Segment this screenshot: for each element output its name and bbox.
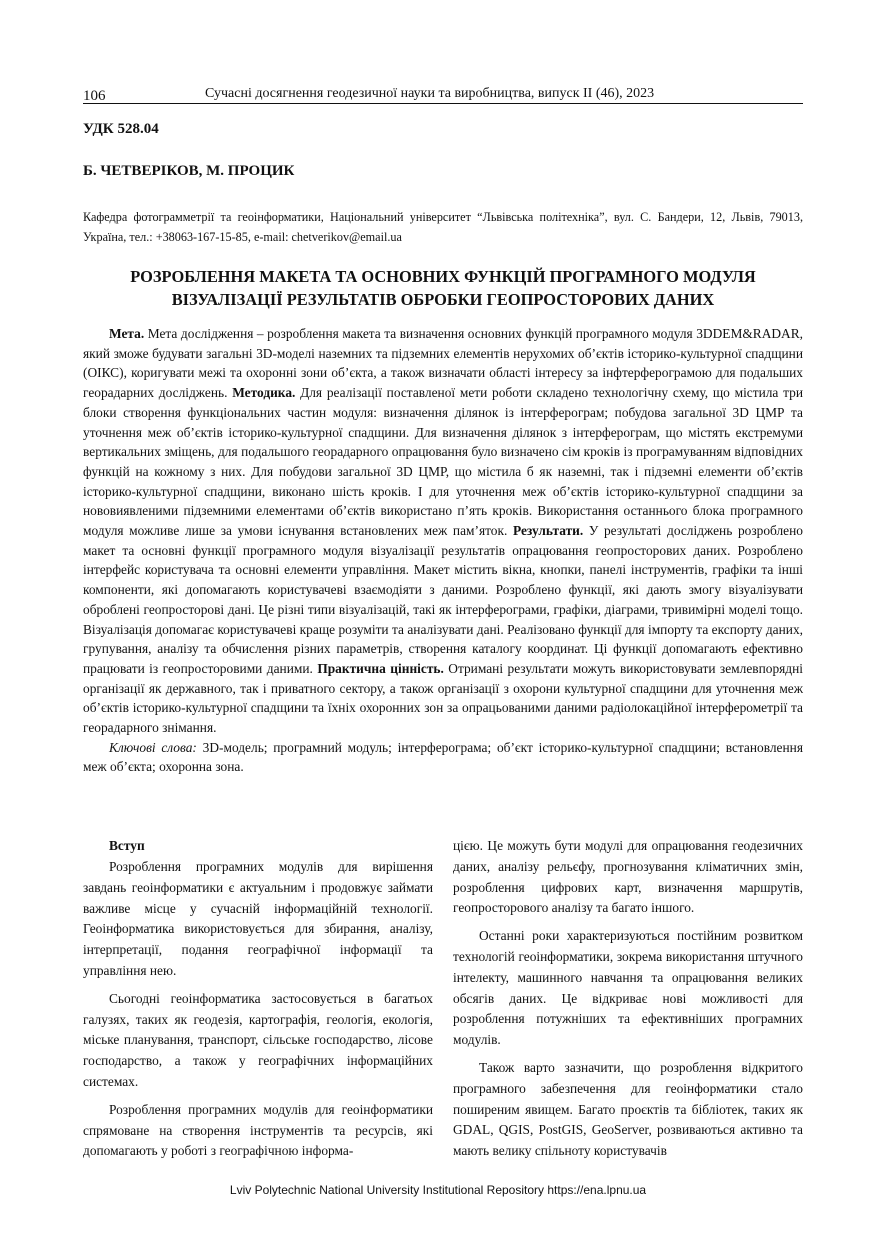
body-paragraph: Також варто зазначити, що розроблення відкритого програмного забезпечення для геоінформатики стало поширеним явищем. Багато проєктів та бібліотек, таких як GDAL, QGIS, PostGIS, GeoServer, розвиваються активно та мають велику спільноту користувачів [453,1059,803,1159]
results-text: У результаті досліджень розроблено макет та основні функції програмного модуля візуалізації результатів опрацювання геопросторових даних. Розроблено інтерфейс користувача та основні елементи управління. Макет містить вікна, кнопки, панелі інструментів, графіки та інші компоненти, які допомагають користувачеві взаємодіяти з даними. Розроблено функції, які дають змогу візуалізувати оброблені геопросторові дані. Це різні типи візуалізацій, такі як інтерферограми, графіки, діаграми, тривимірні моделі тощо. Візуалізація допомагає користувачеві краще розуміти та аналізувати дані. Реалізовано функції для імпорту та експорту даних, групування, аналізу та обчислення різних параметрів, створення каталогу координат. Ці функції допомагають ефективно працювати із геопросторовими даними. [83,523,803,676]
body-column-right [453,836,803,1169]
paper-title [83,265,803,311]
body-paragraph: цією. Це можуть бути модулі для опрацювання геодезичних даних, аналізу рельєфу, прогнозування кліматичних змін, розроблення цифрових карт, визначення маршрутів, геопросторового аналізу та багато іншого. [453,838,803,916]
repository-footer: Lviv Polytechnic National University Institutional Repository https://ena.lpnu.ua [229,1183,647,1197]
keywords-label: Ключові слова: [109,739,197,755]
running-header [83,85,803,104]
udc-code: УДК 528.04 [83,121,159,137]
authors: Б. ЧЕТВЕРІКОВ, М. ПРОЦИК [83,163,295,179]
keywords [83,738,803,777]
body-paragraph: Сьогодні геоінформатика застосовується в багатьох галузях, таких як геодезія, картографія, геологія, екологія, міське планування, транспорт, сільське господарство, лісове господарство, а також у географічних інформаційних системах. [83,990,433,1089]
body-paragraph: Розроблення програмних модулів для вирішення завдань геоінформатики є актуальним і продовжує займати важливе місце у сучасній інформаційній технології. Геоінформатика використовується для збирання, аналізу, інтерпретації, подання географічної інформації та управління нею. [83,859,433,978]
title-line-2: ВІЗУАЛІЗАЦІЇ РЕЗУЛЬТАТІВ ОБРОБКИ ГЕОПРОСТОРОВИХ ДАНИХ [171,290,715,309]
abstract-paragraph [83,324,803,738]
journal-title: Сучасні досягнення геодезичної науки та виробництва, випуск II (46), 2023 [205,86,655,101]
method-label: Методика. [232,385,296,401]
title-line-1: РОЗРОБЛЕННЯ МАКЕТА ТА ОСНОВНИХ ФУНКЦІЙ ПРОГРАМНОГО МОДУЛЯ [130,267,756,286]
affiliation: Кафедра фотограмметрії та геоінформатики, Національний університет “Львівська політехніка”, вул. С. Бандери, 12, Львів, 79013, Україна, тел.: +38063-167-15-85, e-mail: chetverikov@email.ua [83,210,803,244]
body-paragraph: Останні роки характеризуються постійним розвитком технологій геоінформатики, зокрема використання штучного інтелекту, машинного навчання та опрацювання великих обсягів даних. Це відкриває нові можливості для розроблення потужніших та ефективніших програмних модулів. [453,928,803,1048]
aim-label: Мета. [109,326,145,341]
keywords-text: 3D-модель; програмний модуль; інтерферограма; об’єкт історико-культурної спадщини; встановлення меж об’єкта; охоронна зона. [83,739,803,775]
abstract [83,324,803,777]
body-column-left [83,836,433,1169]
results-label: Результати. [512,523,584,539]
value-text: Отримані результати можуть використовувати землевпорядні організації як державного, так і приватного сектору, а також організації з охорони культурної спадщини для уточнення меж об’єктів історико-культурної спадщини та їхніх охоронних зон за опрацьованими даними радіолокаційної інтерферометрії та георадарного знімання. [83,660,804,736]
body-paragraph: Розроблення програмних модулів для геоінформатики спрямоване на створення інструментів та ресурсів, які допомагають у роботі з географічною інформа- [83,1101,433,1159]
aim-text: Мета дослідження – розроблення макета та визначення основних функцій програмного модуля 3DDEM&RADAR, який зможе будувати загальні 3D-моделі наземних та підземних елементів нерухомих об’єктів історико-культурної спадщини (ОІКС), коригувати межі та охоронні зони об’єкта, а також визначати області інтересу за інфтерферограмою для подальших георадарних досліджень. [83,326,803,401]
page-number: 106 [83,88,106,104]
section-heading: Вступ [109,838,145,853]
method-text: Для реалізації поставленої мети роботи складено технологічну схему, що містила три блоки створення функціональних частин модуля: визначення ділянок із інтерферограм; побудова загальної 3D ЦМР та уточнення меж об’єктів історико-культурної спадщини. Для визначення ділянок з інтерферограм, що містять екстремуми вертикальних зміщень, для подальшого георадарного опрацювання було визначено сім кроків із програмуванням відповідних функцій на кожному з них. Для побудови загальної 3D ЦМР, що містила б як наземні, так і підземні елементи об’єктів історико-культурної спадщини, виконано шість кроків. І для уточнення меж об’єктів історико-культурної спадщини за нововиявленими підземними елементами об’єктів використано п’ять кроків. Використання останнього блока програмного модуля можливе лише за умови існування встановлених меж пам’яток. [83,385,803,539]
value-label: Практична цінність. [317,660,444,676]
